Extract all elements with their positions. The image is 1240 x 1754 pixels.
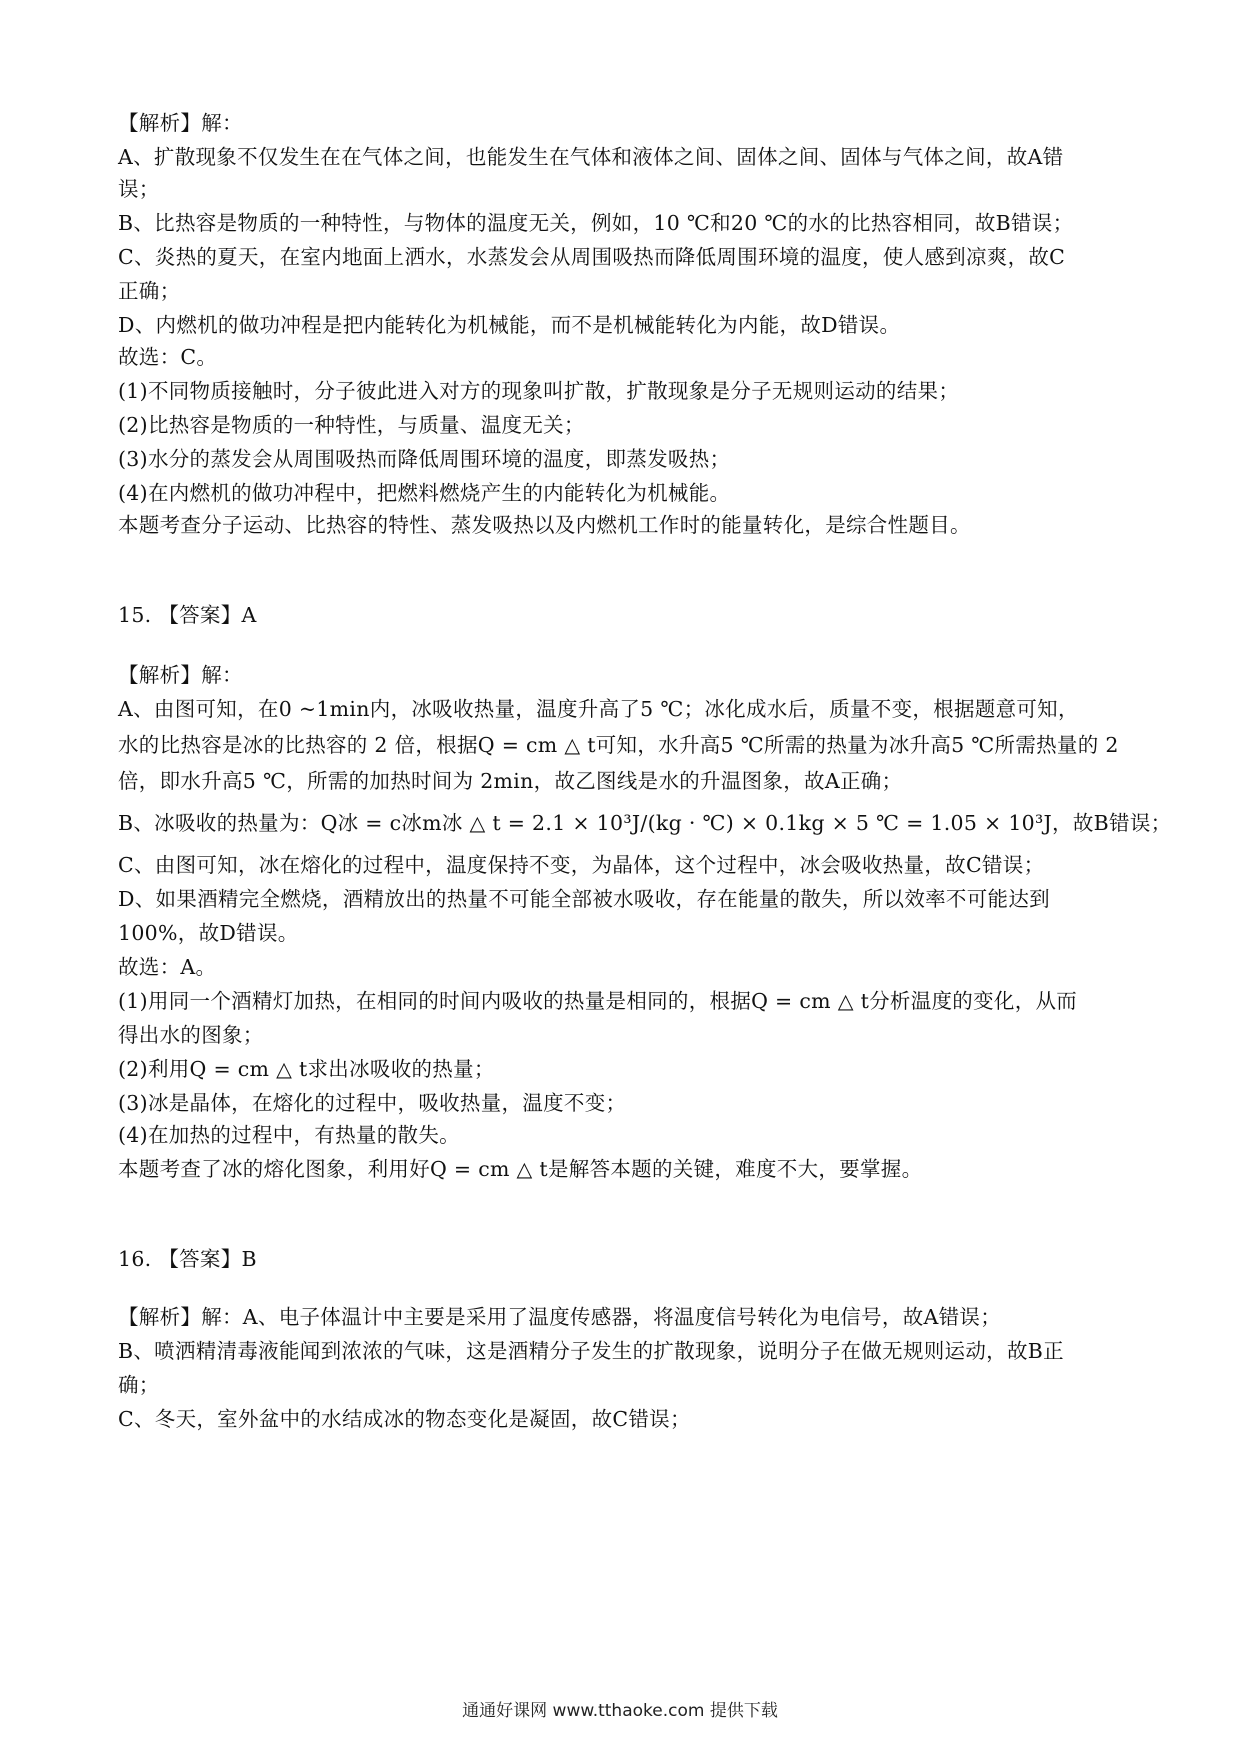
q14-line: (1)不同物质接触时，分子彼此进入对方的现象叫扩散，扩散现象是分子无规则运动的结果；: [118, 379, 960, 403]
q14-line: 误；: [118, 177, 160, 201]
q14-line: (3)水分的蒸发会从周围吸热而降低周围环境的温度，即蒸发吸热；: [118, 447, 731, 471]
q14-line: 本题考查分子运动、比热容的特性、蒸发吸热以及内燃机工作时的能量转化，是综合性题目。: [118, 513, 971, 537]
q15-line: (1)用同一个酒精灯加热，在相同的时间内吸收的热量是相同的，根据Q = cm △ t分析温度的变化，从而: [118, 989, 1078, 1013]
q15-line: (3)冰是晶体，在熔化的过程中，吸收热量，温度不变；: [118, 1091, 627, 1115]
q15-line: 得出水的图象；: [118, 1023, 264, 1047]
q15-answer: 15. 【答案】A: [118, 603, 257, 627]
q15-line: (4)在加热的过程中，有热量的散失。: [118, 1123, 460, 1147]
q14-line: 正确；: [118, 279, 181, 303]
q14-line: (4)在内燃机的做功冲程中，把燃料燃烧产生的内能转化为机械能。: [118, 481, 731, 505]
q16-line: 【解析】解：A、电子体温计中主要是采用了温度传感器，将温度信号转化为电信号，故A错误；: [118, 1305, 1002, 1329]
q15-line: C、由图可知，冰在熔化的过程中，温度保持不变，为晶体，这个过程中，冰会吸收热量，故C错误；: [118, 853, 1045, 877]
q14-line: B、比热容是物质的一种特性，与物体的温度无关，例如，10 ℃和20 ℃的水的比热容相同，故B错误；: [118, 211, 1074, 235]
q15-line: 100%，故D错误。: [118, 921, 299, 945]
page-footer: 通通好课网 www.tthaoke.com 提供下载: [462, 1701, 778, 1721]
q15-line: (2)利用Q = cm △ t求出冰吸收的热量；: [118, 1057, 495, 1081]
q14-line: (2)比热容是物质的一种特性，与质量、温度无关；: [118, 413, 585, 437]
q16-answer: 16. 【答案】B: [118, 1247, 257, 1271]
q15-line: A、由图可知，在0 ~1min内，冰吸收热量，温度升高了5 ℃；冰化成水后，质量不变，根据题意可知，: [118, 697, 1079, 721]
q15-line: D、如果酒精完全燃烧，酒精放出的热量不可能全部被水吸收，存在能量的散失，所以效率不可能达到: [118, 887, 1050, 911]
q14-line: D、内燃机的做功冲程是把内能转化为机械能，而不是机械能转化为内能，故D错误。: [118, 313, 901, 337]
q16-line: C、冬天，室外盆中的水结成冰的物态变化是凝固，故C错误；: [118, 1407, 691, 1431]
q14-analysis-label: 【解析】解：: [118, 111, 243, 135]
q15-analysis-label: 【解析】解：: [118, 663, 243, 687]
q16-line: B、喷洒精清毒液能闻到浓浓的气味，这是酒精分子发生的扩散现象，说明分子在做无规则运动，故B正: [118, 1339, 1064, 1363]
q14-line: C、炎热的夏天，在室内地面上洒水，水蒸发会从周围吸热而降低周围环境的温度，使人感到凉爽，故C: [118, 245, 1066, 269]
q15-line: 本题考查了冰的熔化图象，利用好Q = cm △ t是解答本题的关键，难度不大，要掌握。: [118, 1157, 923, 1181]
q15-line: 倍，即水升高5 ℃，所需的加热时间为 2min，故乙图线是水的升温图象，故A正确；: [118, 769, 903, 793]
q14-line: 故选：C。: [118, 345, 218, 369]
q15-line: 故选：A。: [118, 955, 217, 979]
q16-line: 确；: [118, 1373, 160, 1397]
q15-formula-line: B、冰吸收的热量为：Q冰 = c冰m冰 △ t = 2.1 × 10³J/(kg · ℃) × 0.1kg × 5 ℃ = 1.05 × 10³J，故B错误；: [118, 811, 1172, 835]
q14-line: A、扩散现象不仅发生在在气体之间，也能发生在气体和液体之间、固体之间、固体与气体之间，故A错: [118, 145, 1064, 169]
q15-line: 水的比热容是冰的比热容的 2 倍，根据Q = cm △ t可知，水升高5 ℃所需的热量为冰升高5 ℃所需热量的 2: [118, 733, 1119, 757]
